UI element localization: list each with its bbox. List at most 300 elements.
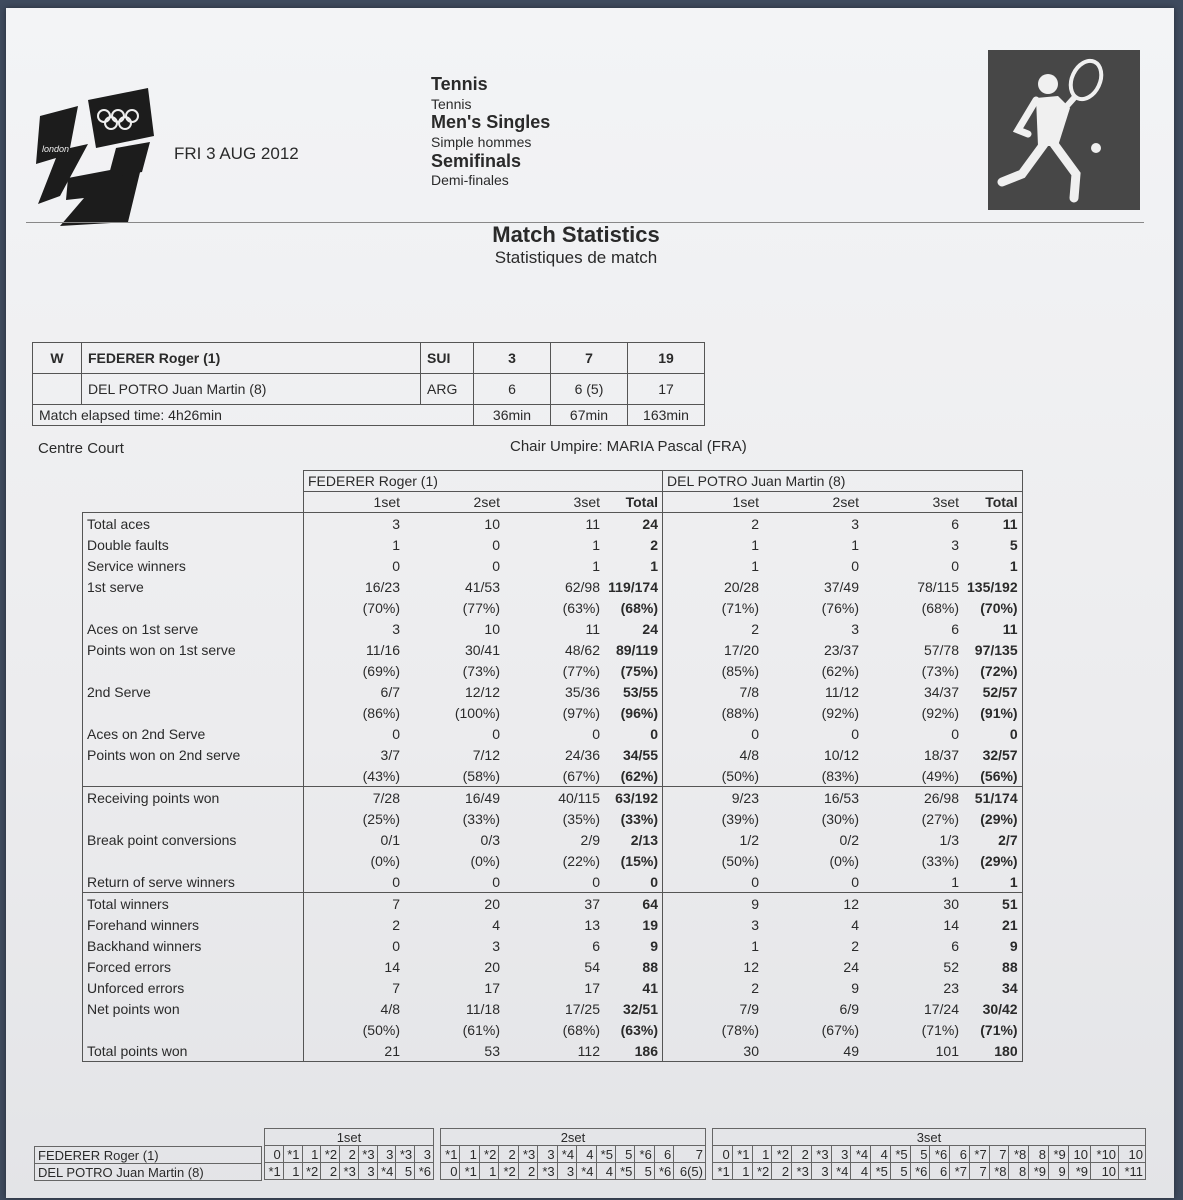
p2-stat-value: 14 (943, 916, 959, 933)
tennis-player-icon (988, 50, 1140, 210)
p2-stat-value: 9 (663, 893, 764, 915)
pbp-game-score: *7 (950, 1163, 970, 1180)
p2-stat-value: 51/174 (963, 787, 1022, 809)
pbp-game-score: *1 (265, 1163, 284, 1180)
p1-stat-value: 4 (492, 916, 500, 933)
p1-stat-value: (86%) (362, 704, 400, 721)
p1-stat-value: 0 (604, 871, 663, 893)
p2-stat-value: 34/37 (923, 683, 959, 700)
pbp-game-score: 3 (538, 1146, 557, 1163)
p2-stat-value: 4 (851, 916, 859, 933)
player-noc: SUI (421, 343, 474, 374)
p2-stat-value: 2/7 (963, 829, 1022, 850)
pbp-game-score: *1 (441, 1146, 460, 1163)
p2-stat-value: 10/12 (823, 746, 859, 763)
p1-stat-value: (73%) (462, 662, 500, 679)
p1-stat-value: (25%) (362, 810, 400, 827)
p2-stat-value: 0 (851, 725, 859, 742)
pbp-game-score: *8 (989, 1163, 1009, 1180)
set-score: 17 (628, 374, 705, 405)
p1-stat-value: 2/13 (604, 829, 663, 850)
p1-stat-value: 3 (492, 937, 500, 954)
stat-row (83, 850, 1023, 871)
set-score: 3 (474, 343, 551, 374)
p1-stat-value: 0 (592, 725, 600, 742)
title-fr: Statistiques de match (494, 248, 658, 267)
p1-stat-value: 24 (604, 513, 663, 535)
p1-stat-value: (58%) (462, 767, 500, 784)
p2-stat-value: 0 (751, 873, 759, 890)
p2-stat-value: (62%) (821, 662, 859, 679)
stat-label (83, 702, 304, 723)
p1-stat-value: 0 (392, 725, 400, 742)
stat-row (83, 723, 1023, 744)
pbp-game-score: 3 (557, 1163, 576, 1180)
stat-row (83, 555, 1023, 576)
result-row-p1 (33, 343, 705, 374)
pbp-game-score: *6 (654, 1163, 673, 1180)
p2-stat-value: 180 (963, 1040, 1022, 1062)
stat-row (83, 618, 1023, 639)
col-header: 3set (504, 492, 604, 513)
p1-stat-value: (35%) (562, 810, 600, 827)
col-header: 1set (304, 492, 405, 513)
p1-stat-value: (97%) (562, 704, 600, 721)
p1-stat-value: (61%) (462, 1021, 500, 1038)
pbp-game-score: 5 (910, 1146, 930, 1163)
stat-row (83, 639, 1023, 660)
pbp-game-score: *4 (577, 1163, 596, 1180)
pbp-game-score: 10 (1068, 1146, 1090, 1163)
p1-stat-value: 14 (384, 958, 400, 975)
stat-row (83, 871, 1023, 893)
stat-row (83, 660, 1023, 681)
p2-stat-value: 1 (951, 873, 959, 890)
p2-stat-value: 3 (851, 620, 859, 637)
p1-stat-value: 40/115 (504, 787, 604, 809)
p1-stat-value: 7/28 (304, 787, 405, 809)
p2-stat-value: 6 (951, 515, 959, 532)
p2-stat-value: 101 (863, 1040, 963, 1062)
p1-stat-value: 10 (484, 620, 500, 637)
pbp-set-name: 2set (441, 1129, 706, 1146)
pbp-game-score: 2 (518, 1163, 537, 1180)
stat-label: 2nd Serve (83, 681, 304, 702)
p2-stat-value: 24 (843, 958, 859, 975)
pbp-set-name: 3set (713, 1129, 1146, 1146)
pbp-game-score: 6 (950, 1146, 970, 1163)
p2-stat-value: 2 (751, 515, 759, 532)
p1-stat-value: 63/192 (604, 787, 663, 809)
pbp-game-score: 3 (377, 1146, 396, 1163)
p2-stat-value: 88 (963, 956, 1022, 977)
stat-label (83, 1019, 304, 1040)
p1-stat-value: 88 (604, 956, 663, 977)
logo-text: london (42, 144, 70, 154)
stat-label: Points won on 2nd serve (83, 744, 304, 765)
pbp-game-score: *1 (713, 1163, 733, 1180)
p2-stat-value: 9 (851, 979, 859, 996)
p2-stat-value: 6 (951, 620, 959, 637)
p2-stat-value: 2 (751, 979, 759, 996)
pbp-game-score: 2 (792, 1146, 812, 1163)
p1-stat-value: 3 (392, 515, 400, 532)
p2-stat-value: 4/8 (739, 746, 759, 763)
p1-stat-value: 0 (492, 536, 500, 553)
stats-column-header-row (83, 492, 1023, 513)
p2-stat-value: (73%) (921, 662, 959, 679)
stat-row (83, 534, 1023, 555)
pbp-game-score: 3 (415, 1146, 434, 1163)
event-date: FRI 3 AUG 2012 (174, 144, 299, 163)
pbp-game-score: 2 (499, 1146, 518, 1163)
pbp-game-score: *3 (792, 1163, 812, 1180)
p1-stat-value: 16/23 (364, 578, 400, 595)
p1-stat-value: (63%) (562, 599, 600, 616)
p2-stat-value: (71%) (963, 1019, 1022, 1040)
p1-stat-value: 24 (604, 618, 663, 639)
p1-stat-value: (15%) (604, 850, 663, 871)
p1-stat-value: 21 (304, 1040, 405, 1062)
p1-stat-value: 34/55 (604, 744, 663, 765)
p2-stat-value: (29%) (963, 808, 1022, 829)
stat-label: Backhand winners (83, 935, 304, 956)
p1-stat-value: 0 (492, 725, 500, 742)
stat-label: Break point conversions (83, 829, 304, 850)
pbp-game-score: *5 (890, 1146, 910, 1163)
pbp-game-score: *2 (772, 1146, 792, 1163)
stat-label: Forehand winners (83, 914, 304, 935)
p2-stat-value: (72%) (963, 660, 1022, 681)
pbp-game-score: *11 (1119, 1163, 1146, 1180)
p2-stat-value: (70%) (963, 597, 1022, 618)
stat-label: Total winners (83, 893, 304, 915)
pbp-game-score: 3 (358, 1163, 377, 1180)
pbp-game-score: *1 (732, 1146, 752, 1163)
stat-row (83, 829, 1023, 850)
p1-stat-value: 19 (604, 914, 663, 935)
p2-stat-value: 2 (851, 937, 859, 954)
p2-stat-value: 32/57 (963, 744, 1022, 765)
p2-stat-value: 17/20 (723, 641, 759, 658)
p2-stat-value: (50%) (721, 767, 759, 784)
pbp-game-score: *3 (358, 1146, 377, 1163)
stat-label: Unforced errors (83, 977, 304, 998)
p2-stat-value: 16/53 (763, 787, 863, 809)
p1-stat-value: (43%) (362, 767, 400, 784)
stat-label (83, 597, 304, 618)
pbp-game-score: 10 (1119, 1146, 1146, 1163)
results-sheet (6, 8, 1174, 1198)
p2-stat-value: 3 (751, 916, 759, 933)
p1-stat-value: (77%) (562, 662, 600, 679)
pbp-game-score: *1 (460, 1163, 479, 1180)
p1-stat-value: 0 (492, 557, 500, 574)
p2-stat-value: 1 (751, 937, 759, 954)
event-title-fr: Simple hommes (431, 133, 532, 150)
set-score: 6 (5) (551, 374, 628, 405)
pbp-game-score: 2 (321, 1163, 340, 1180)
p2-stat-value: 0 (951, 725, 959, 742)
stat-label (83, 660, 304, 681)
stat-row (83, 935, 1023, 956)
stat-row (83, 765, 1023, 787)
col-header: Total (604, 492, 663, 513)
p2-stat-value: 135/192 (963, 576, 1022, 597)
p2-stat-value: 23 (943, 979, 959, 996)
pbp-set-table (712, 1128, 1146, 1180)
pbp-game-score: 6(5) (674, 1163, 706, 1180)
pbp-game-score: *4 (851, 1146, 871, 1163)
pbp-player-name: DEL POTRO Juan Martin (8) (35, 1164, 262, 1181)
stat-label: 1st serve (83, 576, 304, 597)
pbp-set-table (264, 1128, 434, 1180)
player-name: DEL POTRO Juan Martin (8) (82, 374, 421, 405)
p1-stat-value: 17 (484, 979, 500, 996)
p2-stat-value: (33%) (921, 852, 959, 869)
p1-stat-value: 30/41 (464, 641, 500, 658)
p2-stat-value: 23/37 (823, 641, 859, 658)
pbp-game-score: *5 (596, 1146, 615, 1163)
p2-stat-value: 0/2 (839, 831, 859, 848)
stat-label (83, 808, 304, 829)
p2-header: DEL POTRO Juan Martin (8) (663, 471, 1023, 492)
pbp-game-score: 3 (811, 1163, 831, 1180)
p2-stat-value: 1 (851, 536, 859, 553)
stat-label: Aces on 1st serve (83, 618, 304, 639)
p1-stat-value: 41/53 (464, 578, 500, 595)
p1-stat-value: (75%) (604, 660, 663, 681)
p1-stat-value: 6 (592, 937, 600, 954)
p2-stat-value: 11/12 (825, 683, 859, 700)
p2-stat-value: 51 (963, 893, 1022, 915)
p1-stat-value: (100%) (454, 704, 500, 721)
stat-label: Net points won (83, 998, 304, 1019)
pbp-game-score: 0 (441, 1163, 460, 1180)
pbp-set-table (440, 1128, 706, 1180)
pbp-game-score: 7 (674, 1146, 706, 1163)
player-name: FEDERER Roger (1) (82, 343, 421, 374)
london-2012-logo (30, 86, 160, 226)
p1-stat-value: 41 (604, 977, 663, 998)
p1-stat-value: 17/25 (564, 1000, 600, 1017)
pbp-game-score: 0 (713, 1146, 733, 1163)
p1-stat-value: 0 (604, 723, 663, 744)
pbp-game-score: 1 (460, 1146, 479, 1163)
pbp-game-score: *6 (635, 1146, 654, 1163)
pbp-game-score: *6 (415, 1163, 434, 1180)
p2-stat-value: 1 (963, 871, 1022, 893)
set-score: 7 (551, 343, 628, 374)
p1-stat-value: (69%) (362, 662, 400, 679)
p1-stat-value: 0 (392, 873, 400, 890)
player-noc: ARG (421, 374, 474, 405)
stat-label (83, 850, 304, 871)
p2-stat-value: (0%) (829, 852, 859, 869)
pbp-game-score: *6 (930, 1146, 950, 1163)
phase-title-fr: Demi-finales (431, 172, 509, 189)
pbp-player-name: FEDERER Roger (1) (35, 1147, 262, 1164)
event-title: Men's Singles (431, 112, 551, 133)
p1-stat-value: 0 (392, 557, 400, 574)
pbp-game-score: 6 (654, 1146, 673, 1163)
pbp-game-score: 7 (989, 1146, 1009, 1163)
p1-stat-value: 35/36 (564, 683, 600, 700)
p2-stat-value: 30 (863, 893, 963, 915)
p1-stat-value: 7/12 (472, 746, 500, 763)
pbp-game-score: *2 (499, 1163, 518, 1180)
pbp-game-score: 1 (283, 1163, 302, 1180)
pbp-game-score: *3 (396, 1146, 415, 1163)
p1-stat-value: (22%) (562, 852, 600, 869)
p2-stat-value: (85%) (721, 662, 759, 679)
stat-row (83, 808, 1023, 829)
p1-stat-value: 11/18 (466, 1000, 500, 1017)
p1-stat-value: 119/174 (604, 576, 663, 597)
set-score: 6 (474, 374, 551, 405)
pbp-game-score: *2 (479, 1146, 498, 1163)
p1-stat-value: (67%) (562, 767, 600, 784)
p2-stat-value: 17/24 (923, 1000, 959, 1017)
p1-stat-value: 12/12 (464, 683, 500, 700)
sport-title: Tennis (431, 74, 488, 94)
pbp-game-score: 2 (772, 1163, 792, 1180)
pbp-game-score: 0 (265, 1146, 284, 1163)
p1-stat-value: 1 (604, 555, 663, 576)
pbp-game-score: 1 (732, 1163, 752, 1180)
p1-stat-value: 0/1 (380, 831, 400, 848)
p2-stat-value: (50%) (721, 852, 759, 869)
p2-stat-value: 34 (963, 977, 1022, 998)
p2-stat-value: 57/78 (923, 641, 959, 658)
p1-stat-value: 7 (304, 893, 405, 915)
p2-stat-value: (83%) (821, 767, 859, 784)
p2-stat-value: 49 (763, 1040, 863, 1062)
p1-stat-value: 11/16 (366, 641, 400, 658)
pbp-game-score: 4 (851, 1163, 871, 1180)
pbp-set-name: 1set (265, 1129, 434, 1146)
stat-label: Service winners (83, 555, 304, 576)
col-header: 2set (763, 492, 863, 513)
p2-stat-value: (71%) (721, 599, 759, 616)
pbp-game-score: *5 (615, 1163, 634, 1180)
p1-stat-value: 53 (404, 1040, 504, 1062)
p2-stat-value: 0 (851, 873, 859, 890)
col-header: 3set (863, 492, 963, 513)
p1-stat-value: 32/51 (604, 998, 663, 1019)
p1-stat-value: 2/9 (580, 831, 600, 848)
p2-stat-value: 5 (963, 534, 1022, 555)
col-header: 2set (404, 492, 504, 513)
p2-stat-value: 1/2 (739, 831, 759, 848)
stat-row (83, 977, 1023, 998)
p2-stat-value: 11 (963, 513, 1022, 535)
stat-label: Forced errors (83, 956, 304, 977)
pbp-game-score: *4 (377, 1163, 396, 1180)
p1-stat-value: (70%) (362, 599, 400, 616)
statistics-table (82, 470, 1023, 1062)
p1-stat-value: 13 (584, 916, 600, 933)
p2-stat-value: 18/37 (923, 746, 959, 763)
pbp-game-score: 1 (302, 1146, 321, 1163)
p1-stat-value: 6/7 (380, 683, 400, 700)
p1-stat-value: (68%) (562, 1021, 600, 1038)
p1-stat-value: (77%) (462, 599, 500, 616)
p1-stat-value: 54 (584, 958, 600, 975)
p2-stat-value: (27%) (921, 810, 959, 827)
pbp-game-score: 7 (969, 1163, 989, 1180)
p2-stat-value: 9/23 (663, 787, 764, 809)
pbp-game-score: *4 (831, 1163, 851, 1180)
stat-label: Aces on 2nd Serve (83, 723, 304, 744)
pbp-game-score: *2 (321, 1146, 340, 1163)
chair-umpire: Chair Umpire: MARIA Pascal (FRA) (510, 438, 747, 455)
p2-stat-value: 0 (751, 725, 759, 742)
stat-label: Receiving points won (83, 787, 304, 809)
title-en: Match Statistics (492, 222, 660, 247)
p2-stat-value: (92%) (821, 704, 859, 721)
match-result-table (32, 342, 705, 426)
stat-row (83, 914, 1023, 935)
p2-stat-value: (29%) (963, 850, 1022, 871)
p2-stat-value: (67%) (821, 1021, 859, 1038)
p2-stat-value: 0 (951, 557, 959, 574)
p2-stat-value: (49%) (921, 767, 959, 784)
p1-stat-value: 2 (604, 534, 663, 555)
pbp-game-score: 4 (577, 1146, 596, 1163)
pbp-game-score: *9 (1049, 1146, 1069, 1163)
p1-stat-value: 7 (392, 979, 400, 996)
p1-stat-value: 10 (484, 515, 500, 532)
p1-stat-value: 0/3 (480, 831, 500, 848)
pbp-player-names (34, 1146, 262, 1181)
col-header: Total (963, 492, 1022, 513)
p1-stat-value: 0 (392, 937, 400, 954)
p1-stat-value: 37 (504, 893, 604, 915)
p1-stat-value: 48/62 (564, 641, 600, 658)
p1-stat-value: 11 (585, 515, 600, 532)
stat-row (83, 744, 1023, 765)
p1-stat-value: 0 (492, 873, 500, 890)
p2-stat-value: 7/8 (739, 683, 759, 700)
p1-stat-value: (62%) (604, 765, 663, 787)
stat-label: Points won on 1st serve (83, 639, 304, 660)
p2-stat-value: 12 (743, 958, 759, 975)
pbp-game-score: *2 (302, 1163, 321, 1180)
p1-stat-value: (0%) (370, 852, 400, 869)
p1-stat-value: 9 (604, 935, 663, 956)
pbp-game-score: *3 (538, 1163, 557, 1180)
p2-stat-value: 1 (963, 555, 1022, 576)
p2-stat-value: 3 (951, 536, 959, 553)
p1-stat-value: (50%) (362, 1021, 400, 1038)
pbp-game-score: *3 (340, 1163, 359, 1180)
p1-stat-value: 62/98 (564, 578, 600, 595)
stat-row (83, 893, 1023, 915)
p2-stat-value: 1/3 (939, 831, 959, 848)
pbp-game-score: 5 (396, 1163, 415, 1180)
winner-mark: W (33, 343, 82, 374)
pbp-game-score: 5 (615, 1146, 634, 1163)
p2-stat-value: (88%) (721, 704, 759, 721)
p2-stat-value: 0 (963, 723, 1022, 744)
pbp-game-score: *4 (557, 1146, 576, 1163)
p2-stat-value: 97/135 (963, 639, 1022, 660)
p1-stat-value: (63%) (604, 1019, 663, 1040)
col-header: 1set (663, 492, 764, 513)
p2-stat-value: 30/42 (963, 998, 1022, 1019)
p2-stat-value: 12 (763, 893, 863, 915)
